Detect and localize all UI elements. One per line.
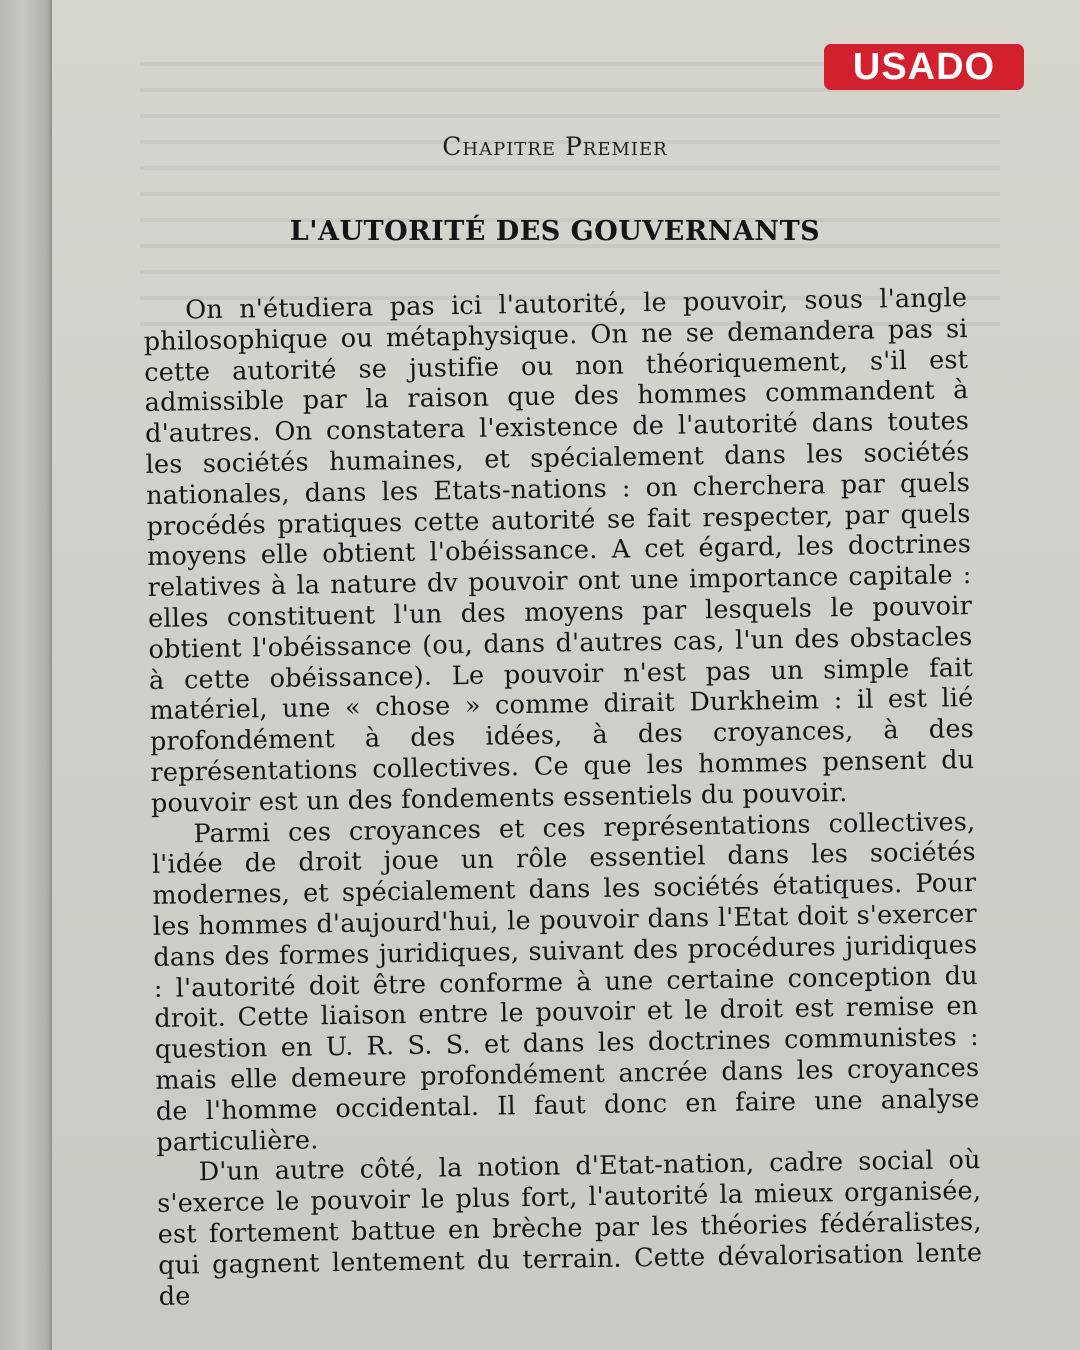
- paragraph: On n'étudiera pas ici l'autorité, le pouvoir, sous l'angle philosophique ou métaphysique. On ne se demandera pas si cette autorité se justifie ou non théoriquement, s'il est admissible par la raison que des hommes commandent à d'autres. On constatera l'existence de l'autorité dans toutes les sociétés humaines, et spécialement dans les sociétés nationales, dans les Etats-nations : on cherchera par quels procédés pratiques cette autorité se fait respecter, par quels moyens elle obtient l'obéissance. A cet égard, les doctrines relatives à la nature dv pouvoir ont une importance capitale : elles constituent l'un des moyens par lesquels le pouvoir obtient l'obéissance (ou, dans d'autres cas, l'un des obstacles à cette obéissance). Le pouvoir n'est pas un simple fait matériel, une « chose » comme dirait Durkheim : il est lié profondément à des idées, à des croyances, à des représentations collectives. Ce que les hommes pensent du pouvoir est un des fondements essentiels du pouvoir.: [143, 283, 975, 819]
- paragraph: Parmi ces croyances et ces représentations collectives, l'idée de droit joue un rôle essentiel dans les sociétés modernes, et spécialement dans les sociétés étatiques. Pour les hommes d'aujourd'hui, le pouvoir dans l'Etat doit s'exercer dans des formes juridiques, suivant des procédures juridiques : l'autorité doit être conforme à une certaine conception du droit. Cette liaison entre le pouvoir et le droit est remise en question en U. R. S. S. et dans les doctrines communistes : mais elle demeure profondément ancrée dans les croyances de l'homme occidental. Il faut donc en faire une analyse particulière.: [151, 806, 980, 1158]
- facing-page-edge: [0, 0, 52, 1350]
- used-condition-badge: USADO: [824, 44, 1024, 90]
- body-text: [143, 283, 983, 1312]
- paragraph: D'un autre côté, la notion d'Etat-nation, cadre social où s'exerce le pouvoir le plus fort, l'autorité la mieux organisée, est fortement battue en brèche par les théories fédéralistes, qui gagnent lentement du terrain. Cette dévalorisation lente de: [157, 1145, 983, 1312]
- book-gutter: [50, 0, 52, 1350]
- chapter-label: Chapitre Premier: [442, 132, 668, 161]
- chapter-title: L'AUTORITÉ DES GOUVERNANTS: [289, 216, 821, 247]
